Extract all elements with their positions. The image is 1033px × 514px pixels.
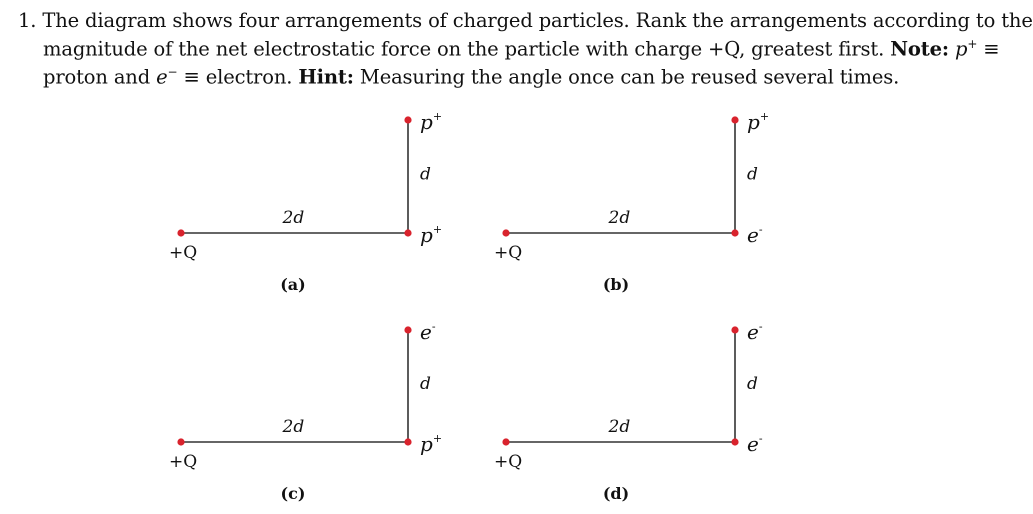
problem-line-3: proton and e− ≡ electron. Hint: Measuring the angle once can be reused several times. [43,64,900,88]
label-plus-q: +Q [169,452,198,472]
label-vertical-distance: d [747,164,758,185]
caption: (d) [602,484,630,503]
label-vertical-distance: d [420,164,431,185]
particle-corner [404,229,411,236]
label-plus-q: +Q [494,452,523,472]
problem-line-1: 1. The diagram shows four arrangements of charged particles. Rank the arrangements according to the [18,9,1033,32]
particle-plus-q [177,438,184,445]
caption: (c) [280,484,306,503]
particle-corner [731,229,738,236]
caption: (b) [602,275,630,294]
label-corner-charge: e- [747,223,763,247]
label-corner-charge: p+ [420,432,443,456]
particle-plus-q [502,229,509,236]
label-top-charge: e- [420,320,436,344]
particle-corner [404,438,411,445]
label-vertical-distance: d [747,374,758,394]
arrangement-c [169,320,442,503]
label-top-charge: e- [747,320,763,344]
particle-top [731,326,738,333]
label-corner-charge: p+ [420,223,443,247]
label-top-charge: p+ [747,110,770,134]
particle-top [731,116,738,123]
label-corner-charge: e- [747,432,763,456]
arrangement-a [169,110,442,294]
particle-top [404,116,411,123]
label-plus-q: +Q [494,243,523,263]
label-plus-q: +Q [169,243,198,263]
label-top-charge: p+ [420,110,443,134]
label-horizontal-distance: 2d [608,208,631,228]
particle-plus-q [177,229,184,236]
label-vertical-distance: d [420,374,431,394]
particle-plus-q [502,438,509,445]
label-horizontal-distance: 2d [282,417,305,437]
particle-top [404,326,411,333]
arrangement-d [494,320,763,503]
caption: (a) [280,275,306,294]
label-horizontal-distance: 2d [608,417,631,437]
label-horizontal-distance: 2d [282,208,305,228]
particle-corner [731,438,738,445]
arrangement-b [494,110,769,294]
problem-line-2: magnitude of the net electrostatic force on the particle with charge +Q, greatest first. Note: p+ ≡ [43,36,1000,60]
